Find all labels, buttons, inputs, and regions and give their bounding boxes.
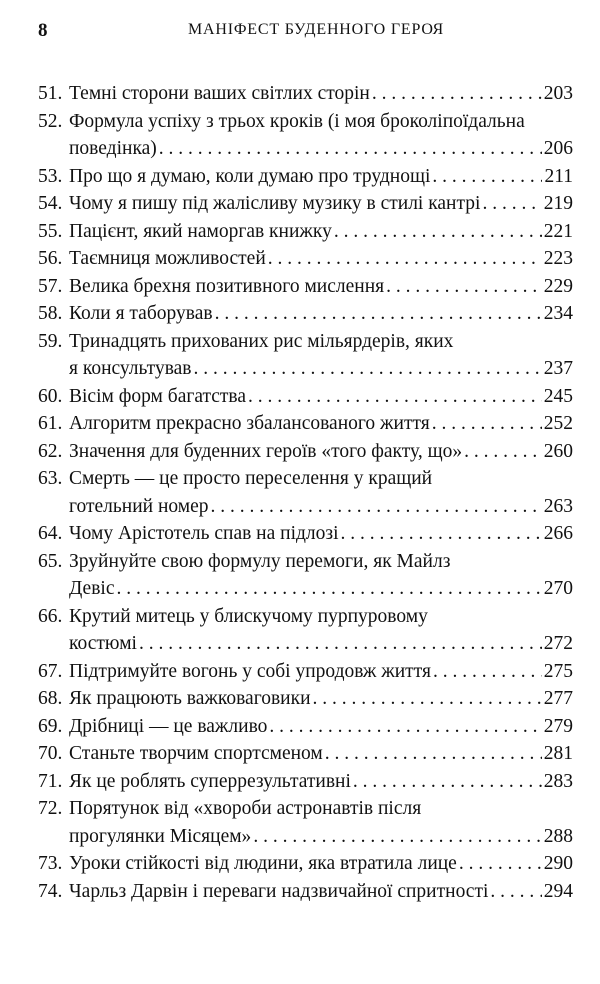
- entry-number: 67.: [38, 660, 63, 682]
- page-reference: 221: [543, 220, 573, 242]
- page-reference: 211: [544, 165, 573, 187]
- entry-final-line: [69, 823, 573, 851]
- entry-title: Темні сторони ваших світлих сторін: [69, 83, 370, 104]
- entry-body: [69, 713, 573, 741]
- toc-entry[interactable]: [38, 383, 573, 411]
- entry-final-line: [69, 768, 573, 796]
- entry-body: [69, 108, 573, 163]
- entry-title: Таємниця можливостей: [69, 248, 266, 269]
- page-reference: 237: [543, 358, 573, 379]
- entry-body: [69, 245, 573, 273]
- toc-entry[interactable]: [38, 245, 573, 273]
- page-reference: 294: [543, 880, 573, 902]
- entry-final-line: [69, 245, 573, 273]
- entry-final-line: [69, 438, 573, 466]
- dot-leader: [215, 300, 542, 328]
- entry-number: 55.: [38, 220, 63, 242]
- toc-entry[interactable]: [38, 465, 573, 520]
- entry-body: [69, 438, 573, 466]
- entry-final-line: [69, 630, 573, 658]
- entry-title: Дрібниці — це важливо: [69, 715, 268, 737]
- entry-title: прогулянки Місяцем»: [69, 825, 252, 847]
- entry-body: [69, 520, 573, 548]
- entry-title-line: Порятунок від «хвороби астронавтів після: [69, 798, 422, 819]
- dot-leader: [268, 245, 542, 273]
- dot-leader: [194, 355, 542, 383]
- entry-final-line: [69, 218, 573, 246]
- dot-leader: [211, 493, 542, 521]
- toc-entry[interactable]: [38, 658, 573, 686]
- entry-number: 66.: [38, 605, 63, 627]
- entry-body: [69, 410, 573, 438]
- entry-title: Станьте творчим спортсменом: [69, 743, 323, 764]
- entry-title: Про що я думаю, коли думаю про труднощі: [69, 165, 431, 187]
- entry-final-line: [69, 520, 573, 548]
- toc-entry[interactable]: [38, 438, 573, 466]
- entry-body: [69, 190, 573, 218]
- entry-title: Чому я пишу під жалісливу музику в стилі кантрі: [69, 193, 481, 214]
- entry-body: [69, 740, 573, 768]
- entry-number: 60.: [38, 385, 63, 407]
- running-title: МАНІФЕСТ БУДЕННОГО ГЕРОЯ: [188, 21, 445, 38]
- toc-entry[interactable]: [38, 548, 573, 603]
- toc-entry[interactable]: [38, 328, 573, 383]
- toc-entry[interactable]: [38, 850, 573, 878]
- entry-title-line: Тринадцять прихованих рис мільярдерів, яких: [69, 330, 454, 352]
- entry-title: костюмі: [69, 633, 137, 654]
- dot-leader: [139, 630, 542, 658]
- entry-final-line: [69, 163, 573, 191]
- dot-leader: [464, 438, 542, 466]
- entry-number: 73.: [38, 853, 63, 874]
- dot-leader: [159, 135, 542, 163]
- entry-title: Велика брехня позитивного мислення: [69, 275, 385, 297]
- entry-title: Девіс: [69, 578, 115, 599]
- toc-entry[interactable]: [38, 768, 573, 796]
- entry-title-line: Формула успіху з трьох кроків (і моя броколіпоїдальна: [69, 110, 525, 132]
- toc-entry[interactable]: [38, 80, 573, 108]
- page-reference: 245: [543, 385, 573, 407]
- toc-entry[interactable]: [38, 163, 573, 191]
- entry-title-line: Смерть — це просто переселення у кращий: [69, 468, 433, 489]
- entry-title: Як працюють важковаговики: [69, 688, 311, 709]
- entry-number: 58.: [38, 303, 63, 324]
- entry-number: 72.: [38, 798, 63, 819]
- entry-number: 65.: [38, 550, 63, 572]
- entry-body: [69, 273, 573, 301]
- entry-title: Коли я таборував: [69, 303, 213, 324]
- entry-final-line: [69, 273, 573, 301]
- toc-entry[interactable]: [38, 273, 573, 301]
- page-reference: 229: [543, 275, 573, 297]
- entry-number: 52.: [38, 110, 63, 132]
- entry-number: 53.: [38, 165, 63, 187]
- entry-number: 51.: [38, 83, 63, 104]
- entry-title: Чарльз Дарвін і переваги надзвичайної спритності: [69, 880, 489, 902]
- dot-leader: [325, 740, 542, 768]
- page-reference: 288: [543, 825, 573, 847]
- dot-leader: [386, 273, 542, 301]
- dot-leader: [248, 383, 542, 411]
- entry-final-line: [69, 410, 573, 438]
- page-reference: 263: [543, 495, 573, 517]
- entry-body: [69, 80, 573, 108]
- entry-body: [69, 465, 573, 520]
- entry-body: [69, 850, 573, 878]
- entry-title: Уроки стійкості від людини, яка втратила лице: [69, 853, 457, 874]
- entry-title-line: Зруйнуйте свою формулу перемоги, як Майлз: [69, 550, 451, 572]
- entry-number: 69.: [38, 715, 63, 737]
- dot-leader: [490, 878, 541, 906]
- page-reference: 219: [543, 193, 573, 214]
- page-reference: 275: [543, 660, 573, 682]
- dot-leader: [116, 575, 541, 603]
- page-reference: 272: [543, 633, 573, 654]
- entry-body: [69, 328, 573, 383]
- entry-final-line: [69, 135, 573, 163]
- entry-number: 68.: [38, 688, 63, 709]
- entry-body: [69, 603, 573, 658]
- entry-body: [69, 768, 573, 796]
- toc-entry[interactable]: [38, 685, 573, 713]
- entry-body: [69, 383, 573, 411]
- entry-number: 70.: [38, 743, 63, 764]
- entry-final-line: [69, 878, 573, 906]
- dot-leader: [334, 218, 542, 246]
- entry-number: 54.: [38, 193, 63, 214]
- entry-final-line: [69, 575, 573, 603]
- entry-body: [69, 548, 573, 603]
- entry-title: Чому Арістотель спав на підлозі: [69, 523, 339, 544]
- entry-body: [69, 795, 573, 850]
- page-reference: 266: [543, 523, 573, 544]
- entry-number: 61.: [38, 413, 63, 434]
- entry-final-line: [69, 658, 573, 686]
- entry-title: Пацієнт, який наморгав книжку: [69, 220, 332, 242]
- dot-leader: [433, 658, 542, 686]
- page-reference: 277: [543, 688, 573, 709]
- dot-leader: [269, 713, 541, 741]
- table-of-contents: [38, 80, 573, 905]
- toc-entry[interactable]: [38, 603, 573, 658]
- toc-entry[interactable]: [38, 218, 573, 246]
- page-header: [38, 20, 576, 44]
- entry-number: 71.: [38, 770, 63, 792]
- page-reference: 234: [543, 303, 573, 324]
- entry-final-line: [69, 355, 573, 383]
- entry-final-line: [69, 493, 573, 521]
- dot-leader: [341, 520, 542, 548]
- dot-leader: [432, 163, 542, 191]
- entry-final-line: [69, 190, 573, 218]
- dot-leader: [253, 823, 541, 851]
- entry-title: Алгоритм прекрасно збалансованого життя: [69, 413, 430, 434]
- page-reference: 223: [543, 248, 573, 269]
- entry-title: готельний номер: [69, 495, 209, 517]
- entry-number: 74.: [38, 880, 63, 902]
- dot-leader: [459, 850, 542, 878]
- toc-entry[interactable]: [38, 520, 573, 548]
- page-reference: 283: [543, 770, 573, 792]
- entry-title: я консультував: [69, 358, 192, 379]
- toc-entry[interactable]: [38, 190, 573, 218]
- page-reference: 206: [543, 138, 573, 159]
- entry-title: поведінка): [69, 138, 157, 159]
- page-reference: 203: [543, 83, 573, 104]
- page-reference: 290: [543, 853, 573, 874]
- entry-final-line: [69, 850, 573, 878]
- toc-entry[interactable]: [38, 878, 573, 906]
- entry-final-line: [69, 80, 573, 108]
- entry-body: [69, 218, 573, 246]
- dot-leader: [482, 190, 541, 218]
- entry-number: 62.: [38, 440, 63, 462]
- entry-final-line: [69, 713, 573, 741]
- entry-final-line: [69, 300, 573, 328]
- entry-final-line: [69, 383, 573, 411]
- toc-entry[interactable]: [38, 410, 573, 438]
- dot-leader: [313, 685, 542, 713]
- entry-title-line: Крутий митець у блискучому пурпуровому: [69, 605, 428, 627]
- page-reference: 252: [543, 413, 573, 434]
- entry-number: 56.: [38, 248, 63, 269]
- toc-entry[interactable]: [38, 108, 573, 163]
- page-reference: 281: [543, 743, 573, 764]
- page-reference: 270: [543, 578, 573, 599]
- entry-number: 63.: [38, 468, 63, 489]
- entry-body: [69, 878, 573, 906]
- dot-leader: [353, 768, 542, 796]
- entry-number: 59.: [38, 330, 63, 352]
- entry-body: [69, 685, 573, 713]
- toc-entry[interactable]: [38, 740, 573, 768]
- toc-entry[interactable]: [38, 300, 573, 328]
- entry-body: [69, 163, 573, 191]
- entry-title: Значення для буденних героїв «того факту, що»: [69, 440, 463, 462]
- toc-entry[interactable]: [38, 713, 573, 741]
- entry-title: Підтримуйте вогонь у собі упродовж життя: [69, 660, 431, 682]
- dot-leader: [372, 80, 542, 108]
- entry-body: [69, 658, 573, 686]
- page-reference: 260: [543, 440, 573, 462]
- page-number: 8: [38, 20, 48, 41]
- entry-final-line: [69, 685, 573, 713]
- page-reference: 279: [543, 715, 573, 737]
- entry-final-line: [69, 740, 573, 768]
- entry-number: 57.: [38, 275, 63, 297]
- entry-title: Як це роблять суперрезультативні: [69, 770, 351, 792]
- entry-number: 64.: [38, 523, 63, 544]
- toc-entry[interactable]: [38, 795, 573, 850]
- entry-body: [69, 300, 573, 328]
- dot-leader: [432, 410, 542, 438]
- entry-title: Вісім форм багатства: [69, 385, 247, 407]
